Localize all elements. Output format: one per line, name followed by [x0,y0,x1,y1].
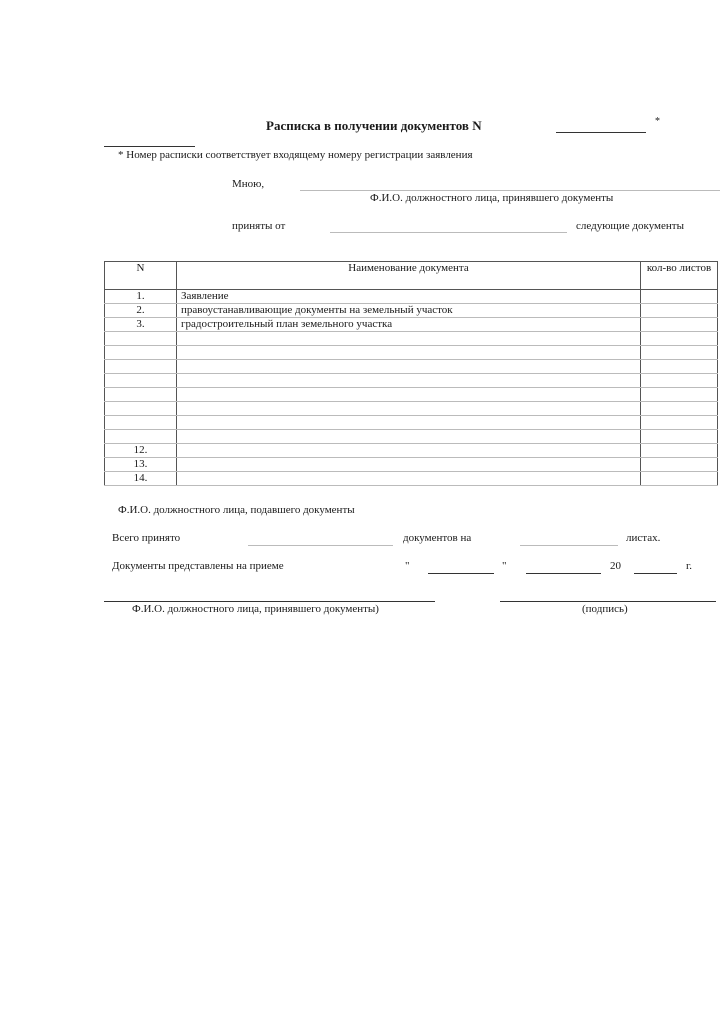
footnote-text: * Номер расписки соответствует входящему номеру регистрации заявления [118,149,473,161]
reception-quote-open: " [405,560,410,572]
reception-quote-close: " [502,560,507,572]
row-number: 12. [105,444,177,458]
row-sheet-count [641,346,718,360]
row-sheet-count [641,374,718,388]
table-row [105,374,718,388]
row-document-name: Заявление [177,290,641,304]
row-number [105,402,177,416]
row-document-name [177,388,641,402]
reception-day-line [428,573,494,574]
received-by-caption: Ф.И.О. должностного лица, принявшего документы [370,192,614,204]
row-number [105,346,177,360]
header-qty: кол-во листов [641,262,718,290]
table-header-row [105,262,718,290]
row-sheet-count [641,304,718,318]
row-document-name [177,360,641,374]
received-by-label: Мною, [232,178,265,190]
reception-label: Документы представлены на приеме [112,560,284,572]
table-row [105,430,718,444]
header-num: N [105,262,177,290]
totals-suffix: листах. [626,532,661,544]
row-document-name [177,402,641,416]
reception-year-line [634,573,677,574]
header-name: Наименование документа [177,262,641,290]
totals-count-line [248,545,393,546]
row-sheet-count [641,290,718,304]
row-sheet-count [641,332,718,346]
row-number: 3. [105,318,177,332]
row-sheet-count [641,318,718,332]
row-document-name: градостроительный план земельного участка [177,318,641,332]
table-row [105,332,718,346]
reception-month-line [526,573,601,574]
row-document-name [177,332,641,346]
row-number: 13. [105,458,177,472]
table-row [105,458,718,472]
row-number [105,360,177,374]
table-row [105,472,718,486]
row-number: 2. [105,304,177,318]
table-row [105,360,718,374]
row-number: 14. [105,472,177,486]
table-row [105,416,718,430]
table-row [105,290,718,304]
signature-caption: (подпись) [582,603,628,615]
page-title: Расписка в получении документов N [266,118,482,133]
row-sheet-count [641,444,718,458]
table-row [105,402,718,416]
totals-middle: документов на [403,532,472,544]
accepted-from-label: приняты от [232,220,286,232]
documents-table [104,261,718,486]
row-document-name [177,346,641,360]
totals-sheets-line [520,545,618,546]
row-sheet-count [641,430,718,444]
row-sheet-count [641,416,718,430]
row-sheet-count [641,472,718,486]
official-name-line [104,601,435,602]
row-number [105,332,177,346]
accepted-from-suffix: следующие документы [576,220,684,232]
signature-line [500,601,716,602]
row-number [105,416,177,430]
row-sheet-count [641,360,718,374]
row-document-name [177,444,641,458]
row-sheet-count [641,458,718,472]
table-row [105,318,718,332]
reception-year-suffix: г. [686,560,693,572]
row-sheet-count [641,388,718,402]
table-row [105,388,718,402]
row-sheet-count [641,402,718,416]
table-row [105,346,718,360]
row-document-name [177,472,641,486]
reception-century: 20 [610,560,621,572]
row-document-name [177,416,641,430]
row-document-name [177,374,641,388]
receipt-number-line [556,132,646,133]
totals-label: Всего принято [112,532,181,544]
row-document-name [177,458,641,472]
row-number [105,430,177,444]
submitted-by-caption: Ф.И.О. должностного лица, подавшего документы [118,504,355,516]
receipt-number-asterisk: * [655,116,660,127]
row-number: 1. [105,290,177,304]
accepted-from-line [330,232,567,233]
received-by-line [300,190,720,191]
table-row [105,444,718,458]
row-number [105,388,177,402]
table-row [105,304,718,318]
official-name-caption: Ф.И.О. должностного лица, принявшего документы) [132,603,379,615]
row-document-name [177,430,641,444]
row-number [105,374,177,388]
row-document-name: правоустанавливающие документы на земельный участок [177,304,641,318]
footnote-divider [104,146,195,147]
